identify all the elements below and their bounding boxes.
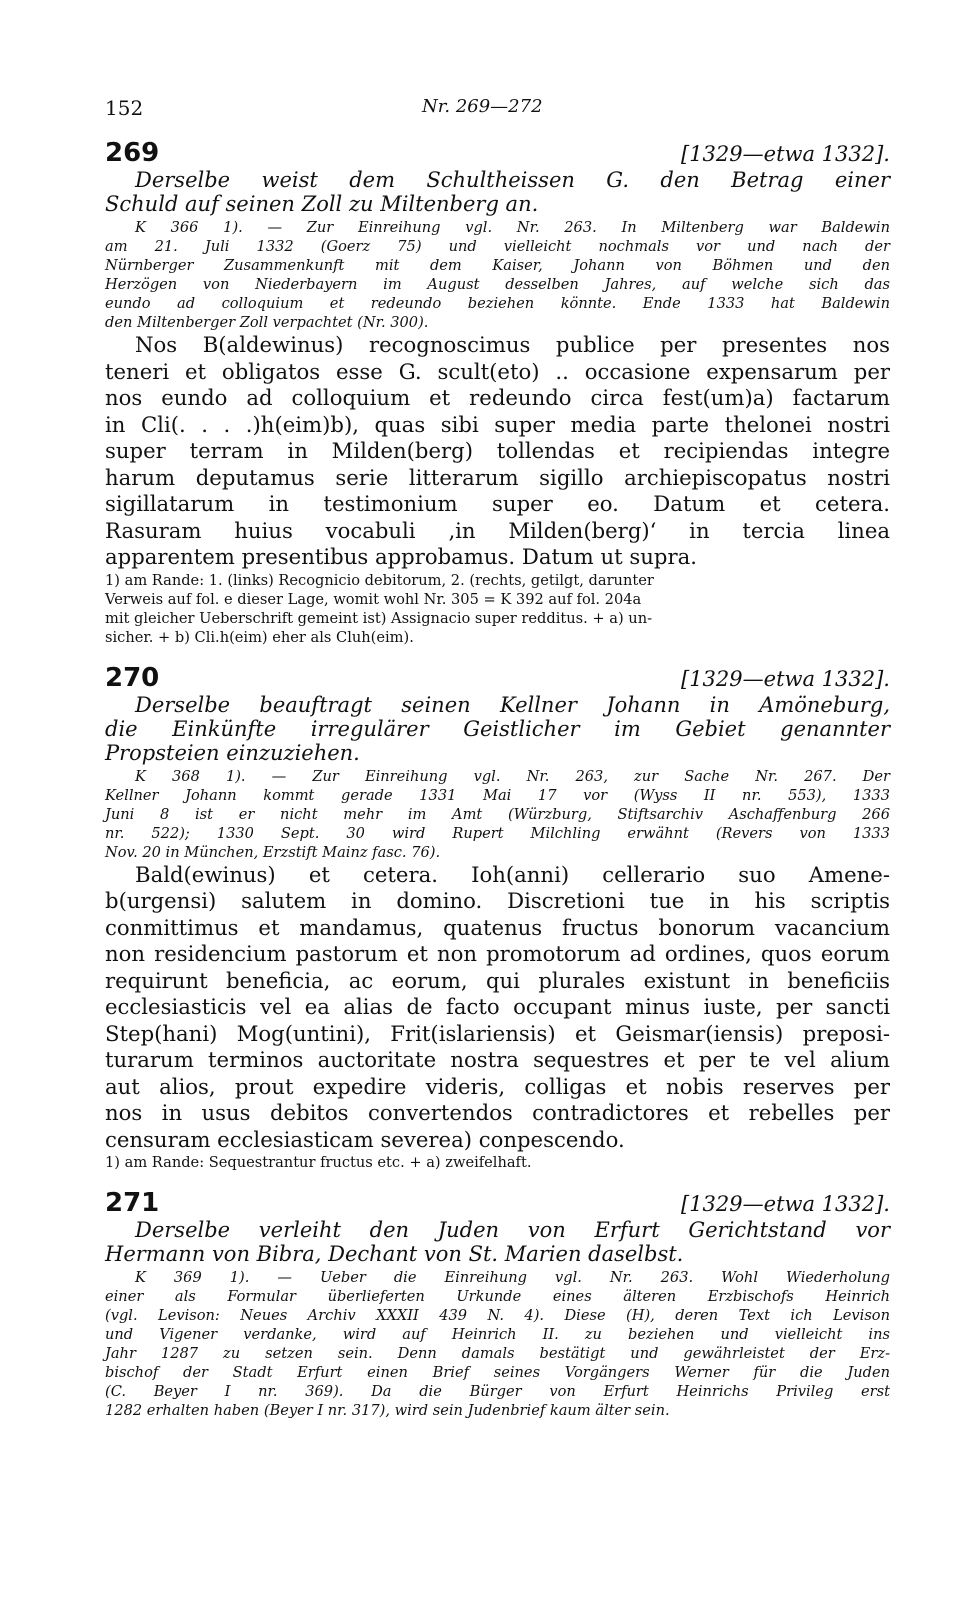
note-line: eundo ad colloquium et redeundo beziehen könnte. Ende 1333 hat Baldewin <box>105 295 890 312</box>
note-line: Nürnberger Zusammenkunft mit dem Kaiser, Johann von Böhmen und den <box>105 257 890 274</box>
regest-line: die Einkünfte irregulärer Geistlicher im Gebiet genannter <box>105 716 890 741</box>
note-line: Nov. 20 in München, Erzstift Mainz fasc. 76). <box>105 843 441 861</box>
entry-spacer <box>105 1420 890 1428</box>
regest-line: Derselbe beauftragt seinen Kellner Johann in Amöneburg, <box>135 692 890 717</box>
regest <box>105 1218 890 1266</box>
text-line: censuram ecclesiasticam severea) conpescendo. <box>105 1126 625 1152</box>
running-title: Nr. 269—272 <box>422 96 543 117</box>
text-line: ecclesiasticis vel ea alias de facto occupant minus iuste, per sancti <box>105 994 890 1019</box>
running-head <box>105 96 890 130</box>
document-text <box>105 332 890 571</box>
note-line: den Miltenberger Zoll verpachtet (Nr. 300). <box>105 314 429 331</box>
note-line: Herzögen von Niederbayern im August desselben Jahres, auf welche sich das <box>105 276 890 293</box>
footnote-line: mit gleicher Ueberschrift gemeint ist) Assignacio super redditus. + a) un- <box>105 609 653 627</box>
entry-header <box>105 138 890 168</box>
regest-line: Propsteien einzuziehen. <box>105 740 360 765</box>
footnotes <box>105 1153 890 1172</box>
editorial-notes <box>105 218 890 332</box>
text-line: super terram in Milden(berg) tollendas et recipiendas integre <box>105 438 890 463</box>
entry-number: 271 <box>105 1188 160 1218</box>
note-line: (vgl. Levison: Neues Archiv XXXII 439 N. 4). Diese (H), deren Text ich Levison <box>105 1307 890 1324</box>
text-line: turarum terminos auctoritate nostra sequestres et per te vel alium <box>105 1047 890 1072</box>
editorial-notes <box>105 767 890 862</box>
regest-line: Schuld auf seinen Zoll zu Miltenberg an. <box>105 192 539 216</box>
note-line: einer als Formular überlieferten Urkunde eines älteren Erzbischofs Heinrich <box>105 1288 890 1305</box>
note-line: K 368 1). — Zur Einreihung vgl. Nr. 263, zur Sache Nr. 267. Der <box>135 767 890 785</box>
regest-line: Hermann von Bibra, Dechant von St. Marien daselbst. <box>105 1242 684 1266</box>
note-line: K 369 1). — Ueber die Einreihung vgl. Nr. 263. Wohl Wiederholung <box>135 1269 890 1286</box>
text-line: apparentem presentibus approbamus. Datum ut supra. <box>105 544 697 569</box>
entry-header <box>105 663 890 693</box>
text-line: non residencium pastorum et non promotorum ad ordines, quos eorum <box>105 941 890 966</box>
note-line: Kellner Johann kommt gerade 1331 Mai 17 vor (Wyss II nr. 553), 1333 <box>105 786 890 804</box>
entry-header <box>105 1188 890 1218</box>
entry-number: 269 <box>105 138 160 168</box>
text-line: teneri et obligatos esse G. scult(eto) .. occasione expensarum per <box>105 358 890 384</box>
text-line: nos in usus debitos convertendos contradictores et rebelles per <box>105 1100 890 1125</box>
regest-line: Derselbe weist dem Schultheissen G. den Betrag einer <box>135 168 890 192</box>
text-line: Rasuram huius vocabuli ‚in Milden(berg)‘ in tercia linea <box>105 517 890 543</box>
entry-spacer <box>105 1172 890 1180</box>
footnote-line: 1) am Rande: Sequestrantur fructus etc. + a) zweifelhaft. <box>105 1154 532 1171</box>
footnotes <box>105 571 890 647</box>
text-line: Bald(ewinus) et cetera. Ioh(anni) cellerario suo Amene- <box>135 861 890 887</box>
footnote-line: Verweis auf fol. e dieser Lage, womit wohl Nr. 305 = K 392 auf fol. 204a <box>105 590 642 608</box>
page-number: 152 <box>105 96 144 120</box>
text-line: Nos B(aldewinus) recognoscimus publice per presentes nos <box>135 332 890 357</box>
text-line: nos eundo ad colloquium et redeundo circa fest(um)a) factarum <box>105 385 890 410</box>
note-line: nr. 522); 1330 Sept. 30 wird Rupert Milchling erwähnt (Revers von 1333 <box>105 824 890 842</box>
note-line: 1282 erhalten haben (Beyer I nr. 317), wird sein Judenbrief kaum älter sein. <box>105 1402 670 1419</box>
note-line: (C. Beyer I nr. 369). Da die Bürger von Erfurt Heinrichs Privileg erst <box>105 1383 890 1400</box>
note-line: Jahr 1287 zu setzen sein. Denn damals bestätigt und gewährleistet der Erz- <box>105 1345 890 1362</box>
document-entry <box>105 1188 890 1428</box>
regest <box>105 693 890 765</box>
note-line: bischof der Stadt Erfurt einen Brief seines Vorgängers Werner für die Juden <box>105 1364 890 1381</box>
text-line: Step(hani) Mog(untini), Frit(islariensis) et Geismar(iensis) preposi- <box>105 1020 890 1046</box>
text-line: sigillatarum in testimonium super eo. Datum et cetera. <box>105 491 890 516</box>
footnote-line: sicher. + b) Cli.h(eim) eher als Cluh(eim). <box>105 628 414 646</box>
text-line: in Cli(. . . .)h(eim)b), quas sibi super media parte thelonei nostri <box>105 411 890 437</box>
text-line: b(urgensi) salutem in domino. Discretioni tue in his scriptis <box>105 888 890 913</box>
note-line: Juni 8 ist er nicht mehr im Amt (Würzburg, Stiftsarchiv Aschaffenburg 266 <box>105 805 890 823</box>
entry-date: [1329—etwa 1332]. <box>681 142 890 166</box>
document-entry <box>105 663 890 1181</box>
regest <box>105 168 890 216</box>
entry-spacer <box>105 647 890 655</box>
document-list <box>105 138 890 1428</box>
footnote-line: 1) am Rande: 1. (links) Recognicio debitorum, 2. (rechts, getilgt, darunter <box>105 571 654 589</box>
document-entry <box>105 138 890 655</box>
text-line: requirunt beneficia, ac eorum, qui plurales existunt in beneficiis <box>105 967 890 993</box>
entry-date: [1329—etwa 1332]. <box>681 666 890 691</box>
regest-line: Derselbe verleiht den Juden von Erfurt Gerichtstand vor <box>135 1218 890 1242</box>
note-line: und Vigener verdanke, wird auf Heinrich II. zu beziehen und vielleicht ins <box>105 1326 890 1343</box>
text-line: harum deputamus serie litterarum sigillo archiepiscopatus nostri <box>105 464 890 490</box>
text-line: aut alios, prout expedire videris, colligas et nobis reserves per <box>105 1073 890 1099</box>
document-text <box>105 862 890 1154</box>
entry-date: [1329—etwa 1332]. <box>681 1192 890 1216</box>
text-line: conmittimus et mandamus, quatenus fructus bonorum vacancium <box>105 914 890 940</box>
note-line: am 21. Juli 1332 (Goerz 75) und vielleicht nochmals vor und nach der <box>105 238 890 255</box>
editorial-notes <box>105 1268 890 1420</box>
entry-number: 270 <box>105 662 160 693</box>
note-line: K 366 1). — Zur Einreihung vgl. Nr. 263. In Miltenberg war Baldewin <box>135 219 890 236</box>
